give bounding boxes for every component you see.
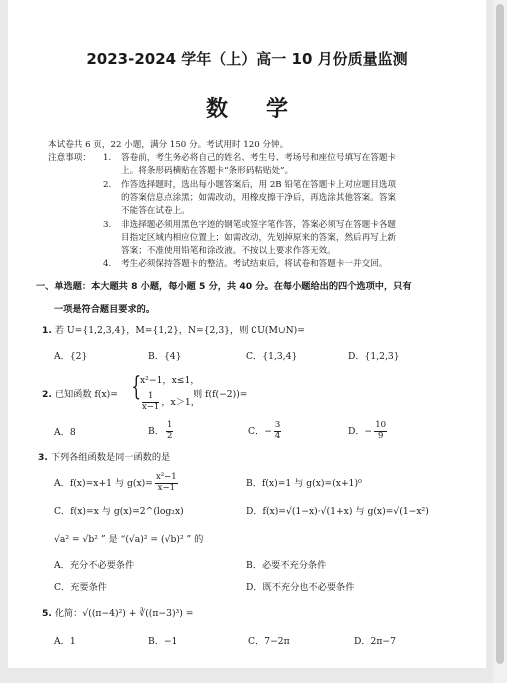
q1-option-a: A．{2} <box>54 351 88 362</box>
q5-option-b: B．−1 <box>148 636 178 647</box>
note-1-line: 上。将条形码横贴在答题卡“条形码粘贴处”。 <box>121 166 294 176</box>
question-text: 下列各组函数是同一函数的是 <box>50 452 171 463</box>
q3-option-b: B．f(x)=1 与 g(x)=(x+1)⁰ <box>246 478 362 489</box>
q4-option-d: D．既不充分也不必要条件 <box>246 582 355 593</box>
question-2-tail: 则 f(f(−2))= <box>193 389 248 400</box>
q5-option-d: D．2π−7 <box>354 636 396 647</box>
fraction: $\frac{1}{x-1}$ <box>142 391 160 412</box>
subject-heading: 数学 <box>205 97 326 122</box>
question-number: 5. <box>42 608 52 619</box>
note-3-line: 目指定区域内相应位置上；如需改动，先划掉原来的答案，然后再写上新 <box>121 233 397 243</box>
exam-title: 2023-2024 学年（上）高一 10 月份质量监测 <box>86 50 408 68</box>
question-number: 2. <box>42 389 52 400</box>
question-5-stem <box>42 608 193 619</box>
question-text: 若 U={1,2,3,4}，M={1,2}，N={2,3}，则 ∁U(M∪N)= <box>54 325 305 336</box>
note-1-num: 1. <box>103 153 112 163</box>
question-2-stem <box>42 389 118 400</box>
q3-option-a: A．f(x)=x+1 与 g(x)= $\frac{\text{x²−1}}{x-1}$ <box>54 472 177 493</box>
note-2-line: 作答选择题时，选出每小题答案后，用 2B 铅笔在答题卡上对应题目选项 <box>121 180 397 190</box>
piecewise-case-2: $\frac{1}{x-1}$ ，x＞1， <box>142 391 200 412</box>
q5-option-c: C．7−2π <box>248 636 290 647</box>
q2-option-c: C．− $\frac{3}{4}$ <box>248 420 281 441</box>
section-heading: 一、单选题：本大题共 8 小题，每小题 5 分，共 40 分。在每小题给出的四个选项中，只有 <box>36 281 412 292</box>
question-number: 1. <box>42 325 52 336</box>
exam-intro: 本试卷共 6 页，22 小题，满分 150 分。考试用时 120 分钟。 <box>48 140 289 150</box>
q3-option-d: D．f(x)=√(1−x)·√(1+x) 与 g(x)=√(1−x²) <box>246 506 429 517</box>
piecewise-brace: { <box>131 372 142 402</box>
scrollbar-thumb[interactable] <box>496 4 504 664</box>
q2-option-a: A．8 <box>54 427 76 438</box>
question-number: 3. <box>38 452 48 463</box>
note-3-line: 非选择题必须用黑色字迹的钢笔或签字笔作答，答案必须写在答题卡各题 <box>121 220 397 230</box>
note-1-line: 答卷前，考生务必将自己的姓名、考生号、考场号和座位号填写在答题卡 <box>121 153 397 163</box>
q1-option-c: C．{1,3,4} <box>246 351 298 362</box>
q1-option-d: D．{1,2,3} <box>348 351 400 362</box>
q3-option-c: C．f(x)=x 与 g(x)=2^(log₂x) <box>54 506 184 517</box>
notes-label: 注意事项： <box>48 153 91 163</box>
question-1-stem <box>42 325 305 336</box>
note-4-line: 考生必须保持答题卡的整洁。考试结束后，将试卷和答题卡一并交回。 <box>121 259 388 269</box>
note-3-num: 3. <box>103 220 112 230</box>
q5-option-a: A．1 <box>54 636 76 647</box>
note-2-num: 2. <box>103 180 112 190</box>
note-2-line: 不能答在试卷上。 <box>121 206 190 216</box>
q2-option-d: D．− $\frac{10}{9}$ <box>348 420 387 441</box>
q1-option-b: B．{4} <box>148 351 182 362</box>
question-text: 化简：√((π−4)²) + ∛((π−3)³) = <box>54 608 194 619</box>
note-2-line: 的答案信息点涂黑；如需改动，用橡皮擦干净后，再选涂其他答案。答案 <box>121 193 397 203</box>
note-4-num: 4. <box>103 259 112 269</box>
question-text: 已知函数 f(x)= <box>54 389 118 400</box>
piecewise-case-1: x²−1，x≤1， <box>140 375 200 386</box>
note-3-line: 答案；不准使用铅笔和涂改液。不按以上要求作答无效。 <box>121 246 336 256</box>
q4-option-c: C．充要条件 <box>54 582 107 593</box>
section-heading-cont: 一项是符合题目要求的。 <box>54 304 156 315</box>
vertical-scrollbar[interactable] <box>493 0 507 683</box>
q4-option-a: A．充分不必要条件 <box>54 560 135 571</box>
q2-option-b: B． $\frac{1}{2}$ <box>148 420 173 441</box>
q4-option-b: B．必要不充分条件 <box>246 560 327 571</box>
question-3-stem <box>38 452 170 463</box>
question-4-stem: √a² = √b² ” 是 “(√a)² = (√b)² ” 的 <box>54 534 204 545</box>
exam-page <box>8 0 486 668</box>
